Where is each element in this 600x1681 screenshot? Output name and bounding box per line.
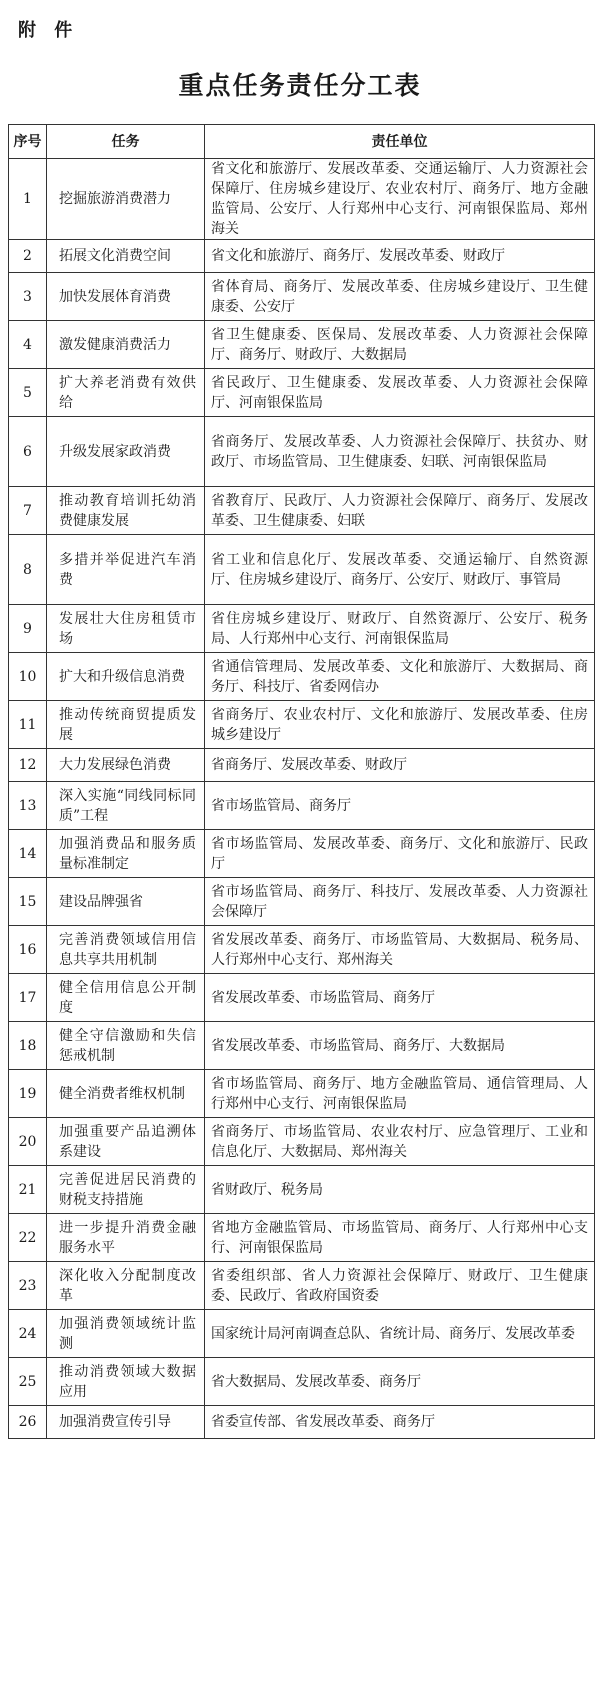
page-title: 重点任务责任分工表 [178,71,422,100]
responsible-units-cell: 省商务厅、发展改革委、财政厅 [205,749,595,782]
task-cell: 扩大和升级信息消费 [47,653,205,701]
task-cell: 建设品牌强省 [47,878,205,926]
table-row [9,1310,595,1358]
table-row [9,321,595,369]
task-cell: 推动教育培训托幼消费健康发展 [47,487,205,535]
task-cell: 升级发展家政消费 [47,417,205,487]
row-number: 6 [9,417,47,487]
table-row [9,1214,595,1262]
row-number: 20 [9,1118,47,1166]
responsible-units-cell: 省大数据局、发展改革委、商务厅 [205,1358,595,1406]
responsible-units-cell: 省民政厅、卫生健康委、发展改革委、人力资源社会保障厅、河南银保监局 [205,369,595,417]
responsible-units-cell: 省文化和旅游厅、商务厅、发展改革委、财政厅 [205,240,595,273]
row-number: 26 [9,1406,47,1439]
task-cell: 加强消费领域统计监测 [47,1310,205,1358]
responsible-units-cell: 省文化和旅游厅、发展改革委、交通运输厅、人力资源社会保障厅、住房城乡建设厅、农业农村厅、商务厅、地方金融监管局、公安厅、人行郑州中心支行、河南银保监局、郑州海关 [205,159,595,240]
task-cell: 进一步提升消费金融服务水平 [47,1214,205,1262]
row-number: 9 [9,605,47,653]
table-row [9,605,595,653]
row-number: 14 [9,830,47,878]
task-cell: 完善消费领域信用信息共享共用机制 [47,926,205,974]
task-cell: 推动传统商贸提质发展 [47,701,205,749]
task-cell: 激发健康消费活力 [47,321,205,369]
task-cell: 加强消费品和服务质量标准制定 [47,830,205,878]
column-header-task: 任务 [47,125,205,159]
row-number: 17 [9,974,47,1022]
responsible-units-cell: 省商务厅、发展改革委、人力资源社会保障厅、扶贫办、财政厅、市场监管局、卫生健康委、妇联、河南银保监局 [205,417,595,487]
row-number: 1 [9,159,47,240]
responsible-units-cell: 省体育局、商务厅、发展改革委、住房城乡建设厅、卫生健康委、公安厅 [205,273,595,321]
table-row [9,878,595,926]
table-row [9,273,595,321]
task-cell: 加强重要产品追溯体系建设 [47,1118,205,1166]
task-cell: 健全信用信息公开制度 [47,974,205,1022]
row-number: 4 [9,321,47,369]
table-header-row [9,125,595,159]
table-row [9,1406,595,1439]
responsible-units-cell: 省商务厅、农业农村厅、文化和旅游厅、发展改革委、住房城乡建设厅 [205,701,595,749]
row-number: 15 [9,878,47,926]
table-row [9,369,595,417]
table-row [9,1070,595,1118]
table-row [9,926,595,974]
table-row [9,487,595,535]
responsible-units-cell: 省地方金融监管局、市场监管局、商务厅、人行郑州中心支行、河南银保监局 [205,1214,595,1262]
table-body [9,159,595,1439]
table-row [9,535,595,605]
row-number: 3 [9,273,47,321]
row-number: 12 [9,749,47,782]
table-row [9,1262,595,1310]
table-row [9,830,595,878]
table-row [9,417,595,487]
table-row [9,1358,595,1406]
responsible-units-cell: 省委组织部、省人力资源社会保障厅、财政厅、卫生健康委、民政厅、省政府国资委 [205,1262,595,1310]
responsible-units-cell: 省财政厅、税务局 [205,1166,595,1214]
task-cell: 扩大养老消费有效供给 [47,369,205,417]
table-row [9,1166,595,1214]
responsible-units-cell: 省市场监管局、商务厅、科技厅、发展改革委、人力资源社会保障厅 [205,878,595,926]
row-number: 2 [9,240,47,273]
task-cell: 推动消费领域大数据应用 [47,1358,205,1406]
responsible-units-cell: 省市场监管局、商务厅、地方金融监管局、通信管理局、人行郑州中心支行、河南银保监局 [205,1070,595,1118]
row-number: 8 [9,535,47,605]
row-number: 19 [9,1070,47,1118]
responsible-units-cell: 省发展改革委、市场监管局、商务厅 [205,974,595,1022]
task-cell: 拓展文化消费空间 [47,240,205,273]
responsible-units-cell: 省商务厅、市场监管局、农业农村厅、应急管理厅、工业和信息化厅、大数据局、郑州海关 [205,1118,595,1166]
row-number: 18 [9,1022,47,1070]
responsible-units-cell: 省卫生健康委、医保局、发展改革委、人力资源社会保障厅、商务厅、财政厅、大数据局 [205,321,595,369]
table-row [9,974,595,1022]
responsible-units-cell: 省市场监管局、商务厅 [205,782,595,830]
responsible-units-cell: 省委宣传部、省发展改革委、商务厅 [205,1406,595,1439]
task-cell: 多措并举促进汽车消费 [47,535,205,605]
task-cell: 健全消费者维权机制 [47,1070,205,1118]
responsible-units-cell: 省通信管理局、发展改革委、文化和旅游厅、大数据局、商务厅、科技厅、省委网信办 [205,653,595,701]
table-row [9,782,595,830]
task-cell: 完善促进居民消费的财税支持措施 [47,1166,205,1214]
table-row [9,749,595,782]
row-number: 16 [9,926,47,974]
responsible-units-cell: 省发展改革委、商务厅、市场监管局、大数据局、税务局、人行郑州中心支行、郑州海关 [205,926,595,974]
task-cell: 加强消费宣传引导 [47,1406,205,1439]
task-cell: 挖掘旅游消费潜力 [47,159,205,240]
responsible-units-cell: 省工业和信息化厅、发展改革委、交通运输厅、自然资源厅、住房城乡建设厅、商务厅、公安厅、财政厅、事管局 [205,535,595,605]
table-row [9,1022,595,1070]
task-cell: 深化收入分配制度改革 [47,1262,205,1310]
row-number: 25 [9,1358,47,1406]
responsible-units-cell: 省教育厅、民政厅、人力资源社会保障厅、商务厅、发展改革委、卫生健康委、妇联 [205,487,595,535]
row-number: 5 [9,369,47,417]
row-number: 10 [9,653,47,701]
task-cell: 健全守信激励和失信惩戒机制 [47,1022,205,1070]
row-number: 22 [9,1214,47,1262]
table-row [9,1118,595,1166]
task-cell: 加快发展体育消费 [47,273,205,321]
row-number: 11 [9,701,47,749]
responsible-units-cell: 省市场监管局、发展改革委、商务厅、文化和旅游厅、民政厅 [205,830,595,878]
table-row [9,701,595,749]
row-number: 13 [9,782,47,830]
column-header-number: 序号 [9,125,47,159]
responsibility-table [8,124,595,1439]
responsible-units-cell: 省住房城乡建设厅、财政厅、自然资源厅、公安厅、税务局、人行郑州中心支行、河南银保监局 [205,605,595,653]
table-row [9,240,595,273]
attachment-label: 附 件 [18,20,79,41]
column-header-units: 责任单位 [205,125,595,159]
table-row [9,653,595,701]
row-number: 23 [9,1262,47,1310]
task-cell: 深入实施“同线同标同质”工程 [47,782,205,830]
row-number: 7 [9,487,47,535]
table-row [9,159,595,240]
task-cell: 发展壮大住房租赁市场 [47,605,205,653]
responsible-units-cell: 省发展改革委、市场监管局、商务厅、大数据局 [205,1022,595,1070]
row-number: 24 [9,1310,47,1358]
row-number: 21 [9,1166,47,1214]
task-cell: 大力发展绿色消费 [47,749,205,782]
responsible-units-cell: 国家统计局河南调查总队、省统计局、商务厅、发展改革委 [205,1310,595,1358]
